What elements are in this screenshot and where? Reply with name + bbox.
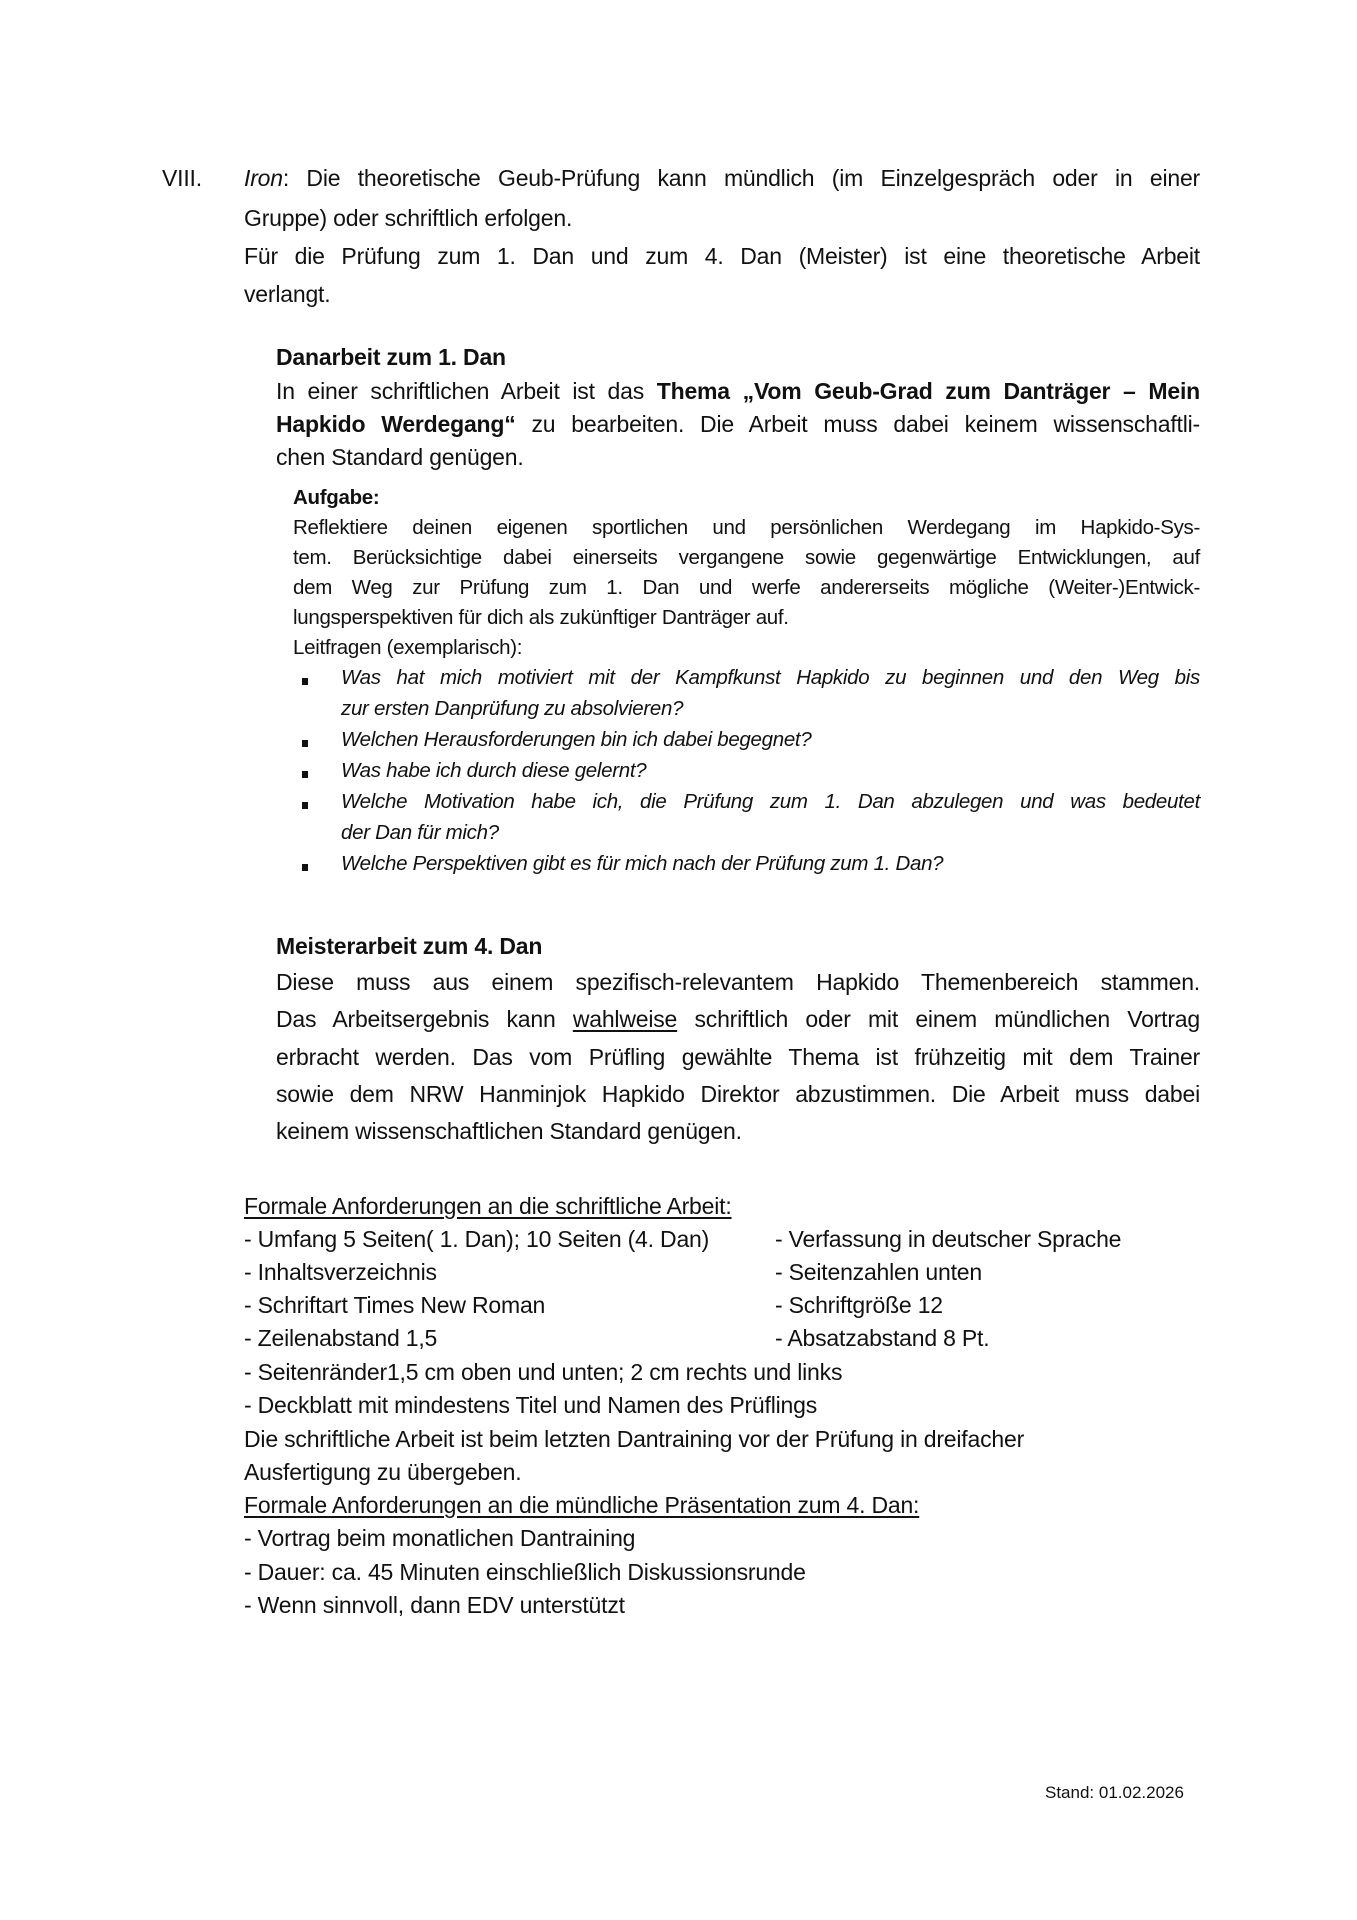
- requirement-right-3: - Schriftgröße 12: [775, 1292, 943, 1318]
- task-line-3: dem Weg zur Prüfung zum 1. Dan und werfe andererseits mögliche (Weiter-)Entwick-: [293, 576, 1200, 599]
- danarbeit-line-1: In einer schriftlichen Arbeit ist das Thema „Vom Geub-Grad zum Danträger – Mein: [276, 378, 1200, 404]
- requirement-left-3: - Schriftart Times New Roman: [244, 1292, 546, 1318]
- submission-line-2: Ausfertigung zu übergeben.: [244, 1459, 522, 1485]
- bullet-icon: [302, 802, 308, 809]
- intro-line-1: Iron: Die theoretische Geub-Prüfung kann mündlich (im Einzelgespräch oder in einer: [244, 165, 1200, 191]
- danarbeit-line-2: Hapkido Werdegang“ zu bearbeiten. Die Arbeit muss dabei keinem wissenschaftli-: [276, 411, 1200, 437]
- requirement-right-1: - Verfassung in deutscher Sprache: [775, 1226, 1122, 1252]
- guiding-questions-label: Leitfragen (exemplarisch):: [293, 636, 523, 659]
- requirement-left-4: - Zeilenabstand 1,5: [244, 1325, 438, 1351]
- oral-requirements-heading: Formale Anforderungen an die mündliche Präsentation zum 4. Dan:: [244, 1492, 920, 1518]
- task-line-4: lungsperspektiven für dich als zukünftiger Danträger auf.: [293, 606, 789, 629]
- task-line-2: tem. Berücksichtige dabei einerseits vergangene sowie gegenwärtige Entwicklungen, auf: [293, 546, 1200, 569]
- bullet-icon: [302, 678, 308, 685]
- meisterarbeit-line-1: Diese muss aus einem spezifisch-relevantem Hapkido Themenbereich stammen.: [276, 969, 1200, 995]
- requirement-margins: - Seitenränder1,5 cm oben und unten; 2 cm rechts und links: [244, 1359, 843, 1385]
- task-heading: Aufgabe:: [293, 486, 380, 509]
- section-numeral: VIII.: [162, 165, 202, 191]
- question-1-line-2: zur ersten Danprüfung zu absolvieren?: [341, 697, 684, 720]
- bullet-icon: [302, 864, 308, 871]
- bullet-icon: [302, 740, 308, 747]
- wahlweise-underlined: wahlweise: [572, 1006, 678, 1032]
- question-3: Was habe ich durch diese gelernt?: [341, 759, 647, 782]
- meisterarbeit-heading: Meisterarbeit zum 4. Dan: [276, 933, 543, 959]
- footer-status-date: Stand: 01.02.2026: [1045, 1783, 1184, 1802]
- question-2: Welchen Herausforderungen bin ich dabei begegnet?: [341, 728, 812, 751]
- danarbeit-line-3: chen Standard genügen.: [276, 444, 524, 470]
- requirement-right-2: - Seitenzahlen unten: [775, 1259, 982, 1285]
- danarbeit-heading: Danarbeit zum 1. Dan: [276, 344, 506, 370]
- intro-line-3: Für die Prüfung zum 1. Dan und zum 4. Dan (Meister) ist eine theoretische Arbeit: [244, 243, 1200, 269]
- submission-line-1: Die schriftliche Arbeit ist beim letzten Dantraining vor der Prüfung in dreifacher: [244, 1426, 1025, 1452]
- written-requirements-heading: Formale Anforderungen an die schriftliche Arbeit:: [244, 1193, 732, 1219]
- question-1-line-1: Was hat mich motiviert mit der Kampfkunst Hapkido zu beginnen und den Weg bis: [341, 666, 1200, 689]
- meisterarbeit-line-5: keinem wissenschaftlichen Standard genügen.: [276, 1118, 742, 1144]
- oral-requirement-3: - Wenn sinnvoll, dann EDV unterstützt: [244, 1592, 625, 1618]
- requirement-cover-page: - Deckblatt mit mindestens Titel und Namen des Prüflings: [244, 1392, 817, 1418]
- intro-iron-label: Iron: [244, 165, 283, 191]
- question-4-line-1: Welche Motivation habe ich, die Prüfung zum 1. Dan abzulegen und was bedeutet: [341, 790, 1200, 813]
- oral-requirement-2: - Dauer: ca. 45 Minuten einschließlich Diskussionsrunde: [244, 1559, 806, 1585]
- requirement-left-1: - Umfang 5 Seiten( 1. Dan); 10 Seiten (4. Dan): [244, 1226, 710, 1252]
- meisterarbeit-line-3: erbracht werden. Das vom Prüfling gewählte Thema ist frühzeitig mit dem Trainer: [276, 1044, 1200, 1070]
- question-4-line-2: der Dan für mich?: [341, 821, 499, 844]
- intro-line-4: verlangt.: [244, 281, 331, 307]
- question-5: Welche Perspektiven gibt es für mich nach der Prüfung zum 1. Dan?: [341, 852, 944, 875]
- task-line-1: Reflektiere deinen eigenen sportlichen und persönlichen Werdegang im Hapkido-Sys-: [293, 516, 1200, 539]
- danarbeit-topic: Thema „Vom Geub-Grad zum Danträger – Mein: [656, 378, 1200, 404]
- meisterarbeit-line-2: Das Arbeitsergebnis kann wahlweise schriftlich oder mit einem mündlichen Vortrag: [276, 1006, 1200, 1032]
- intro-line-2: Gruppe) oder schriftlich erfolgen.: [244, 205, 573, 231]
- requirement-left-2: - Inhaltsverzeichnis: [244, 1259, 437, 1285]
- bullet-icon: [302, 771, 308, 778]
- meisterarbeit-line-4: sowie dem NRW Hanminjok Hapkido Direktor abzustimmen. Die Arbeit muss dabei: [276, 1081, 1200, 1107]
- oral-requirement-1: - Vortrag beim monatlichen Dantraining: [244, 1525, 636, 1551]
- requirement-right-4: - Absatzabstand 8 Pt.: [775, 1325, 990, 1351]
